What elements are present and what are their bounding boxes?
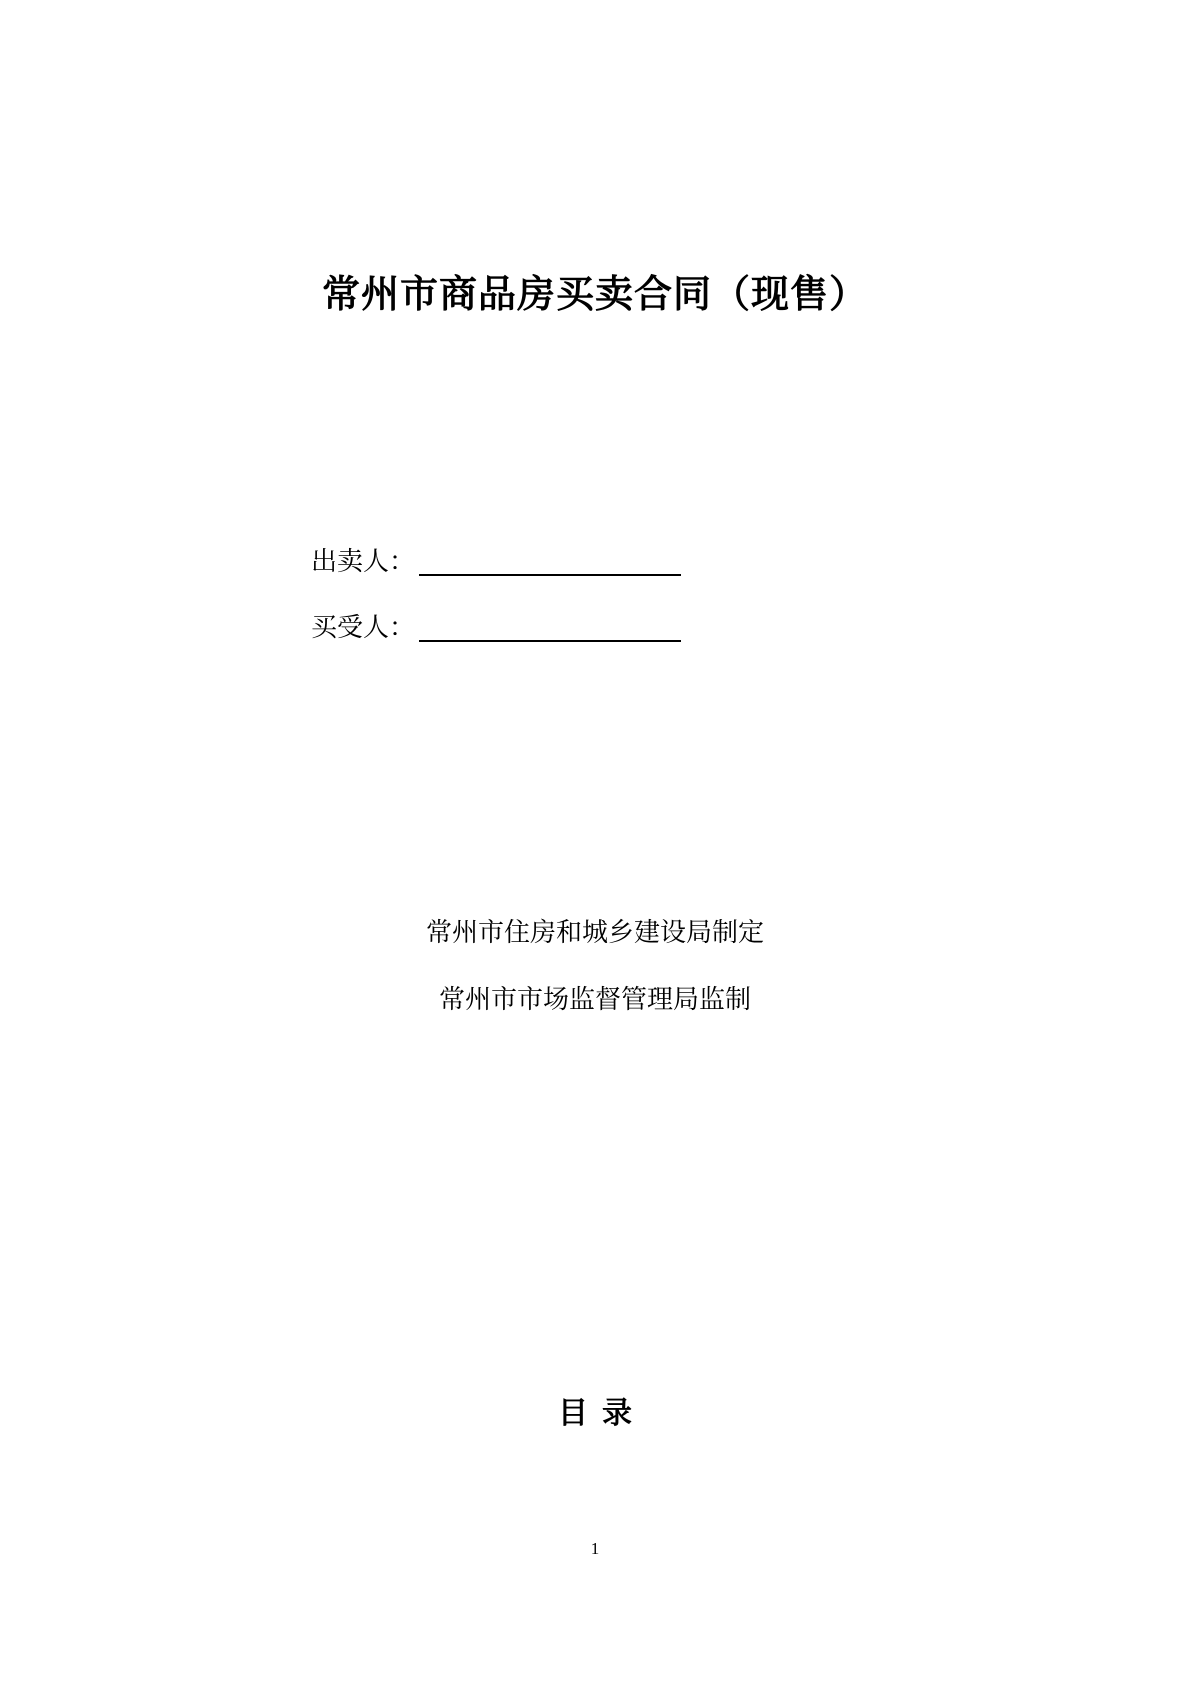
seller-blank-line <box>419 544 681 576</box>
seller-label: 出卖人： <box>311 547 416 577</box>
seller-field <box>311 540 681 580</box>
buyer-blank-line <box>419 610 681 642</box>
page-number: 1 <box>590 1539 600 1558</box>
contract-title: 常州市商品房买卖合同（现售） <box>321 272 868 316</box>
buyer-field <box>311 606 681 646</box>
supervised-by-text: 常州市市场监督管理局监制 <box>438 985 751 1015</box>
toc-heading: 目录 <box>558 1396 646 1431</box>
buyer-label: 买受人： <box>311 613 416 643</box>
drafted-by-text: 常州市住房和城乡建设局制定 <box>425 918 764 948</box>
